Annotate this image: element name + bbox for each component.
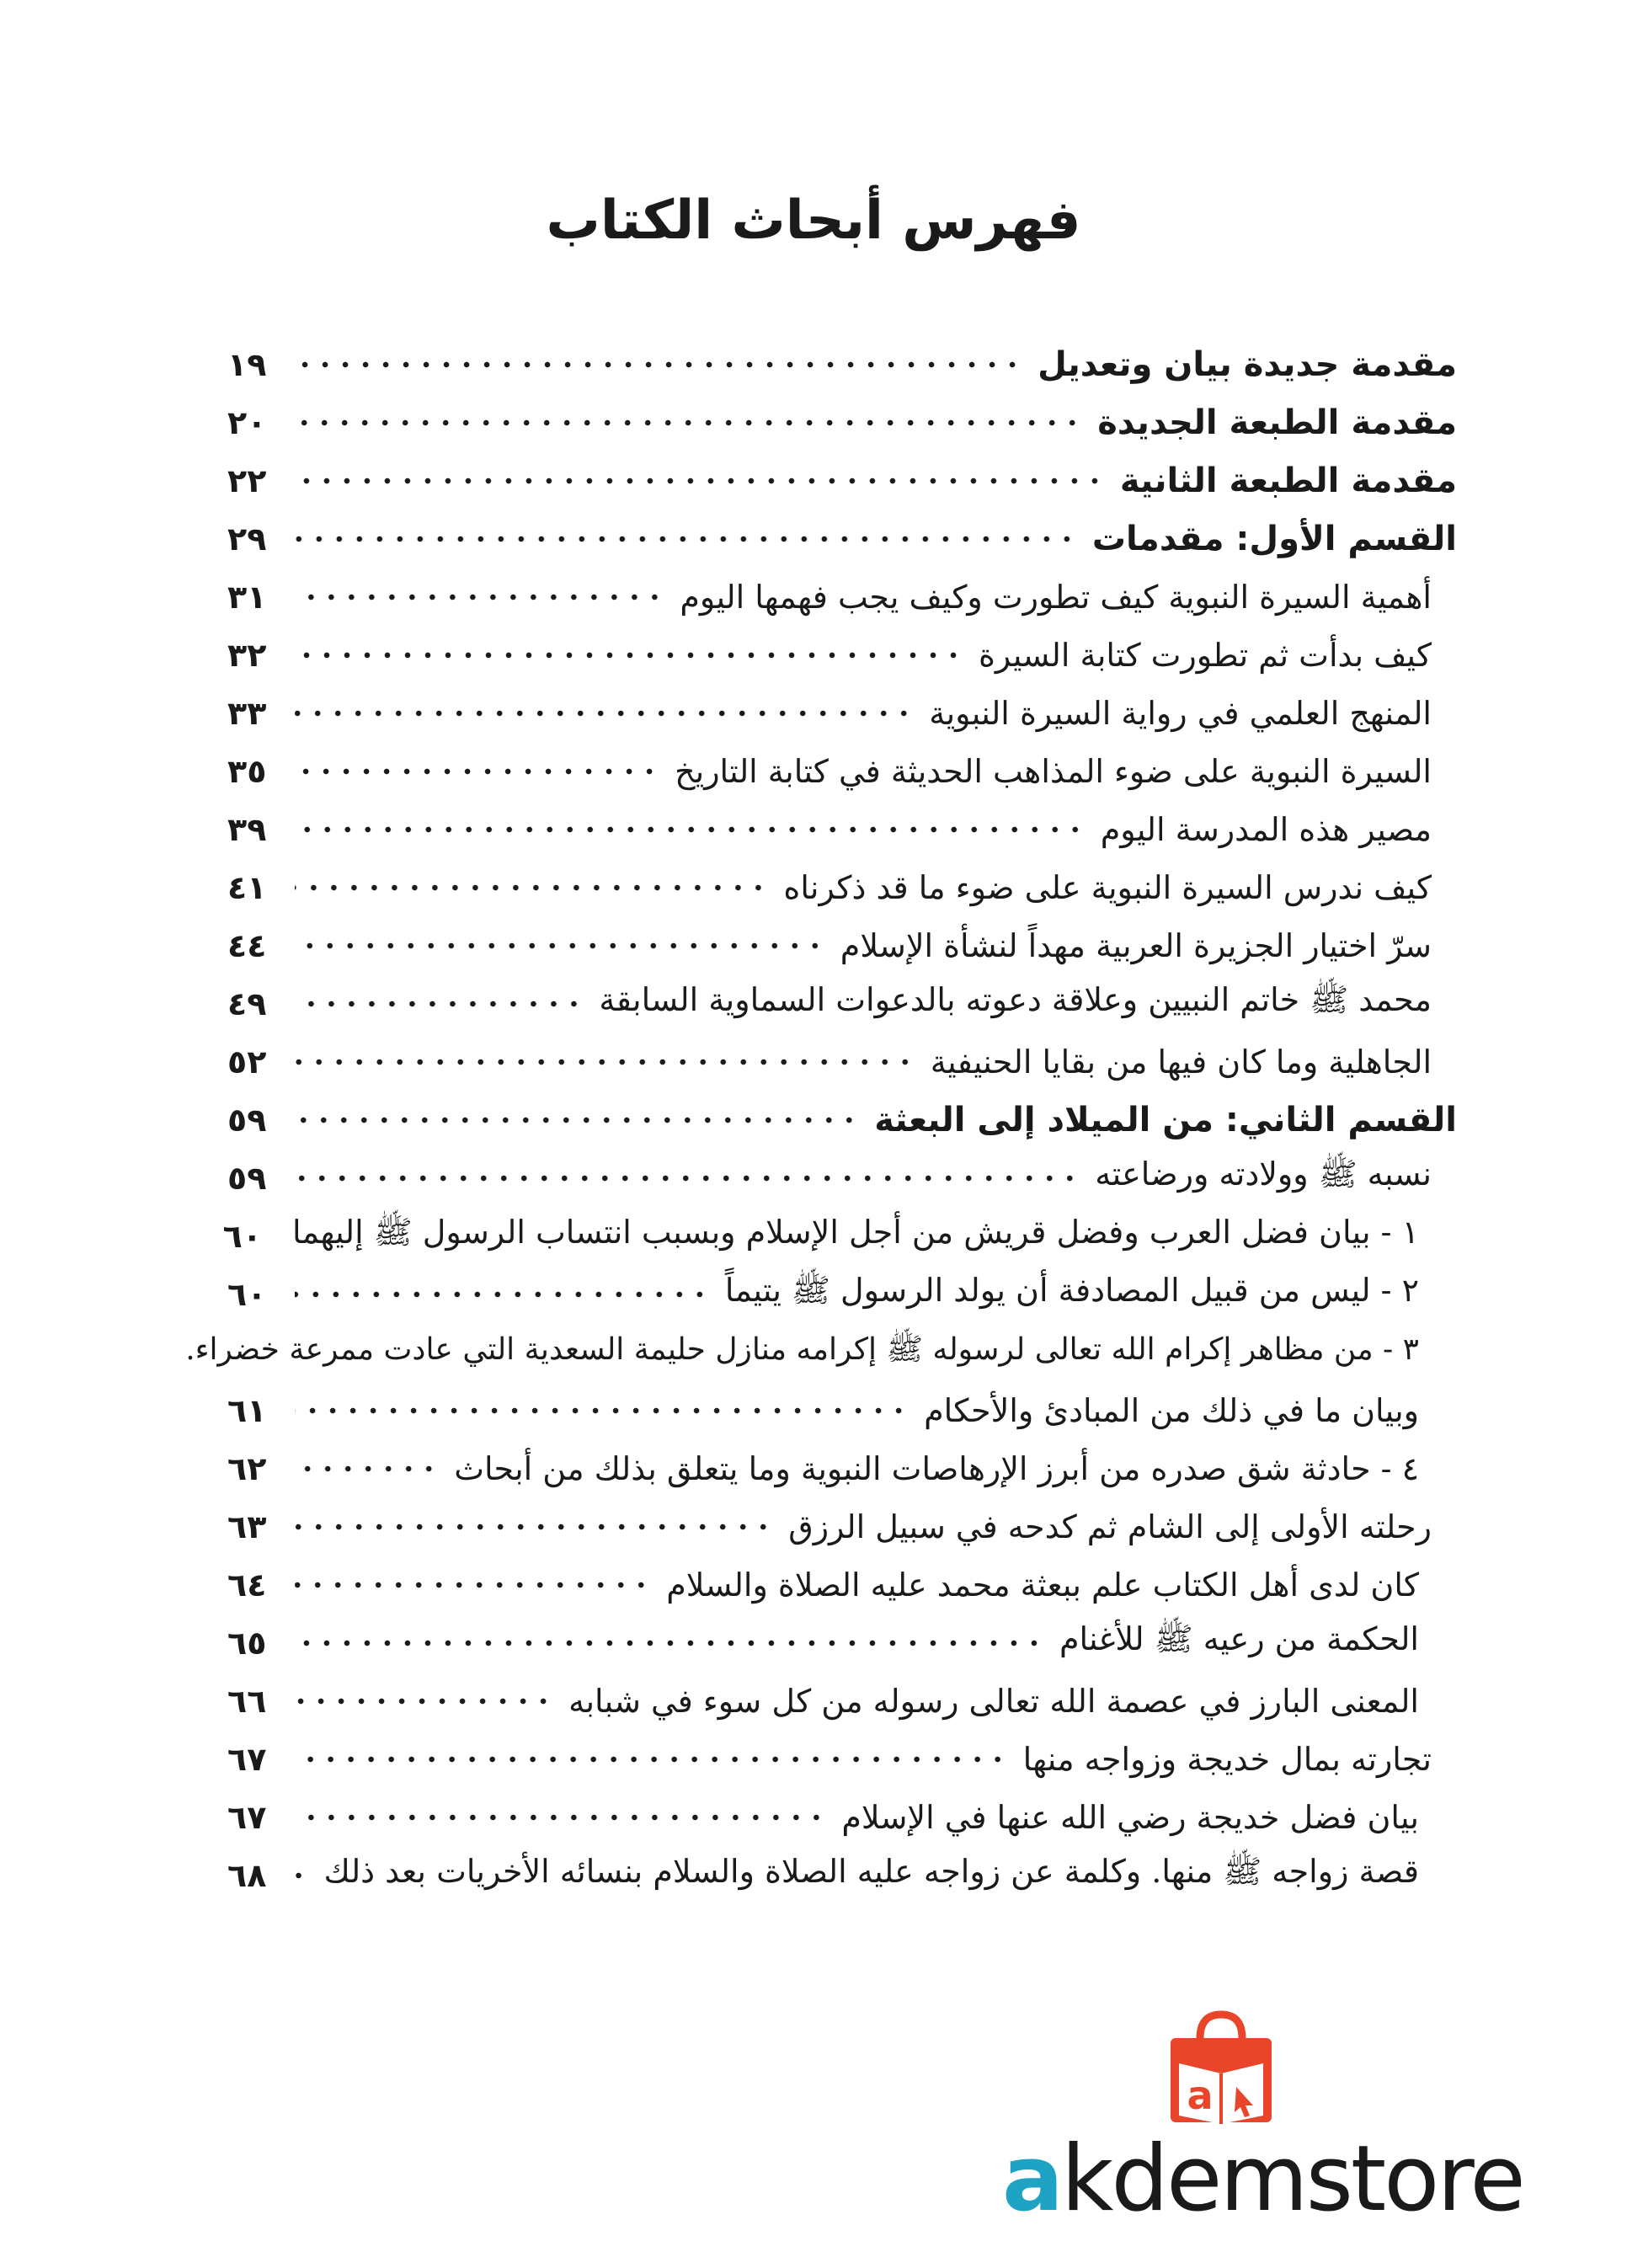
toc-entry-title: مقدمة الطبعة الثانية	[1119, 461, 1457, 500]
toc-entry-page: ٤٩	[227, 985, 267, 1022]
toc-entry	[227, 916, 1457, 974]
toc-entry	[227, 568, 1457, 626]
toc-entry-page: ٣٥	[227, 752, 267, 790]
toc-entry-title: رحلته الأولى إلى الشام ثم كدحه في سبيل الرزق	[788, 1508, 1432, 1545]
toc-entry	[227, 974, 1457, 1033]
toc-entry	[185, 1323, 1457, 1381]
toc-entry-title: المعنى البارز في عصمة الله تعالى رسوله من كل سوء في شبابه	[568, 1682, 1419, 1720]
dot-leader	[295, 1581, 651, 1589]
brand-logo-text	[1002, 2127, 1523, 2232]
dot-leader	[295, 360, 1022, 369]
toc-entry-page: ٦٦	[227, 1682, 267, 1720]
toc-entry-title: ٢ - ليس من قبيل المصادفة أن يولد الرسول ﷺ يتيماً	[724, 1272, 1419, 1309]
toc-entry-title: مصير هذه المدرسة اليوم	[1100, 810, 1432, 848]
toc-entry	[227, 742, 1457, 800]
toc-entry-title: ٤ - حادثة شق صدره من أبرز الإرهاصات النبوية وما يتعلق بذلك من أبحاث	[454, 1449, 1419, 1487]
dot-leader	[295, 1523, 773, 1531]
toc-entry	[227, 1091, 1457, 1149]
toc-entry-title: كان لدى أهل الكتاب علم ببعثة محمد عليه الصلاة والسلام	[666, 1566, 1419, 1604]
dot-leader	[295, 709, 914, 718]
toc-entry-page: ٦٢	[227, 1449, 267, 1487]
toc-entry-title: مقدمة جديدة بيان وتعديل	[1038, 344, 1457, 384]
dot-leader	[295, 1290, 710, 1299]
toc-entry	[222, 1207, 1457, 1265]
toc-entry-title: القسم الأول: مقدمات	[1091, 519, 1457, 558]
dot-leader	[295, 883, 768, 892]
toc-entry-page: ٢٠	[227, 403, 267, 441]
logo-accent-letter: a	[1002, 2127, 1061, 2232]
toc-entry	[227, 1672, 1457, 1730]
toc-entry-title: أهمية السيرة النبوية كيف تطورت وكيف يجب فهمها اليوم	[680, 578, 1432, 616]
toc-entry-title: بيان فضل خديجة رضي الله عنها في الإسلام	[841, 1798, 1419, 1836]
toc-entry-title: كيف ندرس السيرة النبوية على ضوء ما قد ذكرناه	[783, 868, 1432, 906]
dot-leader	[295, 1755, 1008, 1764]
toc-entry-title: وبيان ما في ذلك من المبادئ والأحكام	[924, 1391, 1419, 1429]
toc-entry	[227, 1149, 1457, 1207]
toc-entry-page: ٢٩	[227, 520, 267, 558]
toc-entry-title: السيرة النبوية على ضوء المذاهب الحديثة في كتابة التاريخ	[675, 752, 1432, 790]
dot-leader	[295, 942, 825, 950]
dot-leader	[295, 1058, 915, 1066]
toc-entry	[227, 1788, 1457, 1846]
dot-leader	[295, 419, 1082, 427]
toc-entry-page: ٦١	[227, 1391, 267, 1429]
toc-entry-title: مقدمة الطبعة الجديدة	[1097, 403, 1457, 442]
toc-entry-page: ٤١	[227, 868, 267, 906]
dot-leader	[295, 1116, 859, 1124]
toc-entry-title: الجاهلية وما كان فيها من بقايا الحنيفية	[930, 1043, 1432, 1081]
page-title: فهرس أبحاث الكتاب	[546, 189, 1081, 252]
dot-leader	[295, 767, 659, 776]
toc-entry	[227, 335, 1457, 393]
dot-leader	[295, 593, 664, 601]
toc-entry-page: ٦٧	[227, 1798, 267, 1836]
toc-entry-page: ٣١	[227, 578, 267, 616]
dot-leader	[295, 651, 963, 659]
toc-entry-page: ٦٥	[227, 1624, 267, 1662]
toc-entry-title: قصة زواجه ﷺ منها. وكلمة عن زواجه عليه الصلاة والسلام بنسائه الأخريات بعد ذلك	[323, 1853, 1419, 1890]
toc-entry-title: نسبه ﷺ وولادته ورضاعته	[1095, 1155, 1432, 1193]
dot-leader	[295, 1174, 1080, 1182]
toc-entry-page: ٦٤	[227, 1566, 267, 1604]
toc-entry-title: كيف بدأت ثم تطورت كتابة السيرة	[979, 636, 1432, 674]
dot-leader	[295, 477, 1105, 485]
toc-entry-title: سرّ اختيار الجزيرة العربية مهداً لنشأة الإسلام	[840, 926, 1432, 964]
toc-entry-title: ١ - بيان فضل العرب وفضل قريش من أجل الإسلام وبسبب انتساب الرسول ﷺ إليهما	[292, 1214, 1419, 1251]
toc-entry	[227, 858, 1457, 916]
toc-entry	[227, 1846, 1457, 1904]
toc-entry-page: ٥٩	[227, 1101, 267, 1139]
toc-entry-page: ٢٢	[227, 462, 267, 499]
toc-entry-page: ٣٢	[227, 636, 267, 674]
toc-entry	[227, 1033, 1457, 1091]
dot-leader	[295, 825, 1086, 834]
toc-entry-page: ٦٧	[227, 1740, 267, 1778]
toc-entry-page: ٤٤	[227, 926, 267, 964]
toc-entry	[227, 1381, 1457, 1439]
toc-entry	[227, 1556, 1457, 1614]
dot-leader	[295, 1871, 309, 1880]
toc-entry-page: ٣٣	[227, 694, 267, 732]
toc-entry	[227, 393, 1457, 451]
toc-entry	[227, 510, 1457, 568]
dot-leader	[295, 1813, 826, 1822]
table-of-contents	[185, 335, 1457, 1904]
toc-entry-page: ٦٣	[227, 1508, 267, 1545]
logo-wordmark: kdemstore	[1060, 2127, 1523, 2232]
toc-entry-page: ١٩	[227, 345, 267, 383]
toc-entry-page: ٦٨	[227, 1856, 267, 1894]
toc-entry-title: المنهج العلمي في رواية السيرة النبوية	[929, 694, 1432, 732]
toc-entry	[227, 684, 1457, 742]
toc-entry-title: الحكمة من رعيه ﷺ للأغنام	[1059, 1620, 1419, 1657]
dot-leader	[295, 1000, 584, 1008]
dot-leader	[295, 1406, 909, 1415]
logo-letter: a	[1187, 2073, 1214, 2118]
toc-entry-title: ٣ - من مظاهر إكرام الله تعالى لرسوله ﷺ إكرامه منازل حليمة السعدية التي عادت ممرعة خضراء.	[185, 1331, 1419, 1367]
toc-entry-page: ٦٠	[222, 1217, 262, 1255]
dot-leader	[295, 535, 1077, 543]
toc-entry-title: القسم الثاني: من الميلاد إلى البعثة	[874, 1100, 1457, 1139]
toc-entry-title: محمد ﷺ خاتم النبيين وعلاقة دعوته بالدعوات السماوية السابقة	[599, 981, 1432, 1018]
toc-entry	[227, 1439, 1457, 1497]
toc-entry	[227, 1265, 1457, 1323]
dot-leader	[295, 1465, 439, 1473]
toc-entry	[227, 1614, 1457, 1672]
toc-entry	[227, 1730, 1457, 1788]
toc-entry-title: تجارته بمال خديجة وزواجه منها	[1022, 1740, 1432, 1778]
toc-entry-page: ٥٩	[227, 1159, 267, 1197]
toc-entry	[227, 626, 1457, 684]
dot-leader	[295, 1639, 1044, 1647]
toc-entry-page: ٣٩	[227, 810, 267, 848]
toc-entry-page: ٥٢	[227, 1043, 267, 1081]
shopping-bag-logo-icon	[1162, 2004, 1280, 2131]
toc-entry	[227, 1497, 1457, 1556]
toc-entry-page: ٦٠	[227, 1275, 267, 1313]
toc-entry	[227, 451, 1457, 510]
dot-leader	[295, 1697, 553, 1705]
toc-entry	[227, 800, 1457, 858]
